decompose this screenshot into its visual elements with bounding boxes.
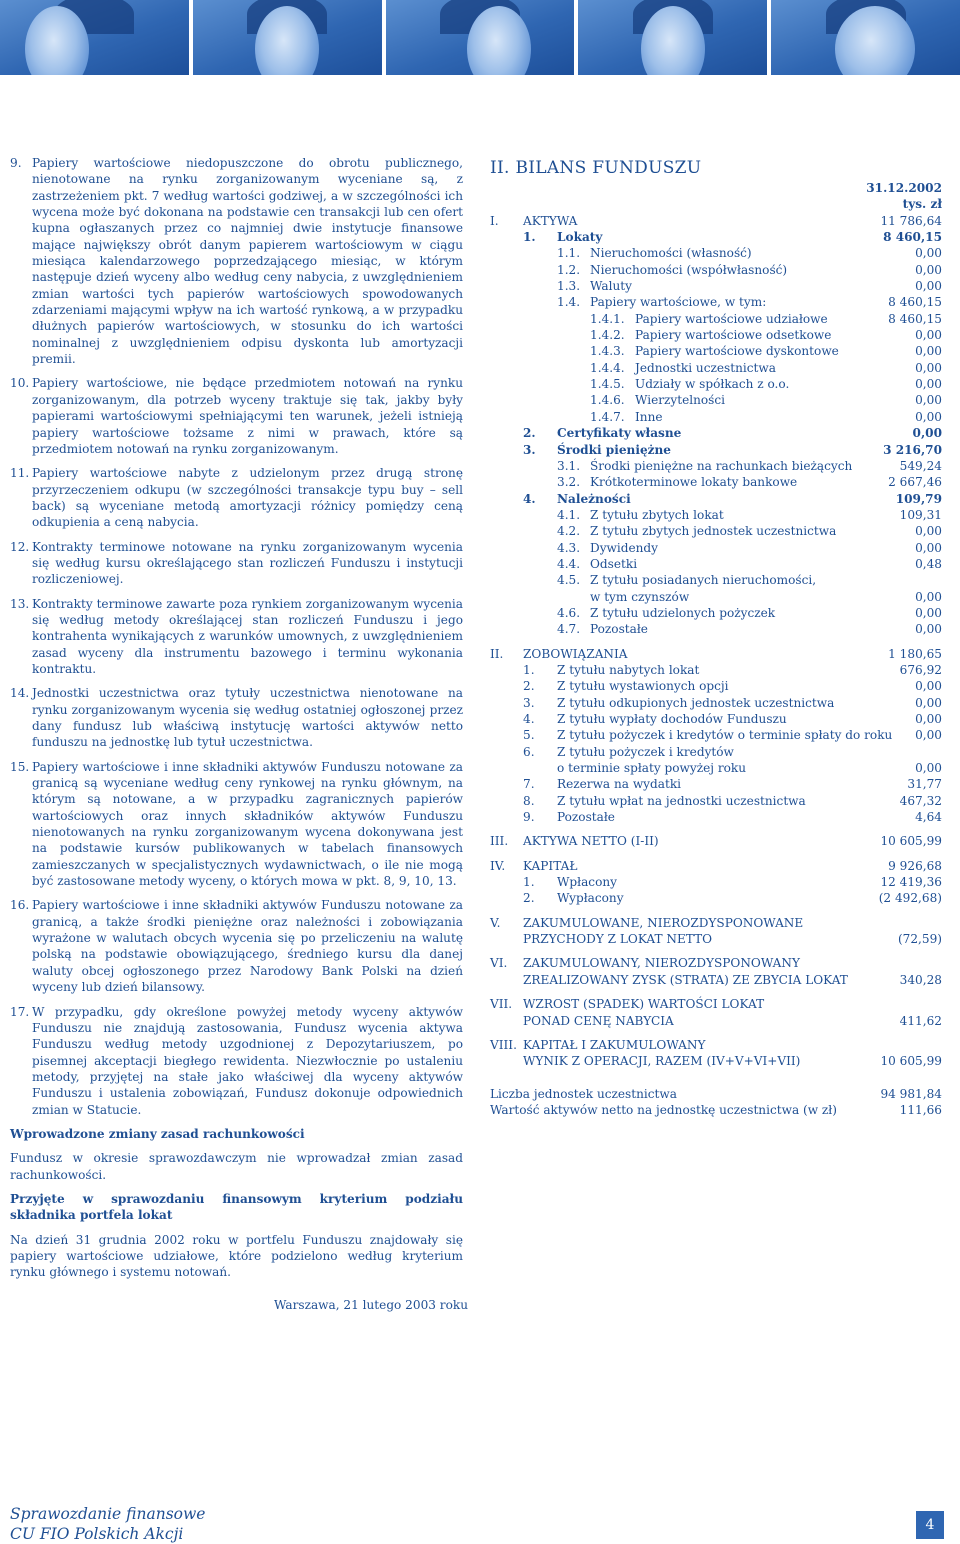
balance-row <box>490 278 942 294</box>
balance-row <box>490 572 942 588</box>
balance-row-value: 8 460,15 <box>888 295 942 310</box>
balance-row-value: 0,00 <box>915 728 942 743</box>
valuation-rule-text: Kontrakty terminowe zawarte poza rynkiem zorganizowanym wycenia się według metody określającej stan rozliczeń Funduszu i jego kontrahenta wynikających z warunków umownych, z uwzględnieniem zasad wyceny dla instrumentu bazowego i terminu wykonania kontraktu. <box>32 596 463 676</box>
balance-row <box>490 662 942 678</box>
valuation-rule-number: 11. <box>10 466 30 481</box>
balance-row-value: 0,00 <box>915 524 942 539</box>
balance-row-label: ZOBOWIĄZANIA <box>523 646 628 661</box>
balance-row-label: Wierzytelności <box>635 393 726 408</box>
balance-row <box>490 605 942 621</box>
balance-row-number: 1. <box>523 230 536 245</box>
balance-row-number: 4. <box>523 491 536 506</box>
balance-row-number: 6. <box>523 744 535 759</box>
balance-row-label: Z tytułu wystawionych opcji <box>557 679 729 694</box>
balance-row <box>490 1037 942 1053</box>
valuation-rules-list <box>10 155 463 1118</box>
valuation-rule-text: Papiery wartościowe i inne składniki aktywów Funduszu notowane za granicą, a także środki pieniężne oraz należności i zobowiązania wyrażone w walutach obcych wycenia się po przeliczeniu na walutę polską na podstawie obowiązującego, średniego kursu dla danej waluty obcej ogłoszonego przez Narodowy Bank Polski na dzień wyceny lub dzień bilansowy. <box>32 898 463 995</box>
balance-row-label: Papiery wartościowe udziałowe <box>635 311 828 326</box>
valuation-rule-item <box>10 375 463 457</box>
balance-row-value: 0,00 <box>915 344 942 359</box>
balance-spacer <box>490 988 942 996</box>
balance-rows <box>490 213 942 1119</box>
valuation-rule-item <box>10 539 463 588</box>
balance-spacer <box>490 825 942 833</box>
balance-row-number: 8. <box>523 793 535 808</box>
footer-report-title: Sprawozdanie finansowe <box>10 1505 206 1523</box>
balance-row-label: Środki pieniężne <box>557 442 671 457</box>
balance-row-label: Z tytułu udzielonych pożyczek <box>590 605 776 620</box>
balance-row-number: 4.6. <box>557 605 581 620</box>
balance-row-value: 0,00 <box>915 393 942 408</box>
balance-row <box>490 695 942 711</box>
balance-row-label: Pozostałe <box>557 810 615 825</box>
balance-row-number: 4.5. <box>557 573 581 588</box>
balance-row-value: 0,00 <box>915 622 942 637</box>
balance-row-label: Papiery wartościowe dyskontowe <box>635 344 839 359</box>
valuation-rule-item <box>10 155 463 367</box>
balance-unit: tys. zł <box>902 197 942 212</box>
balance-row-label: Z tytułu zbytych lokat <box>590 507 724 522</box>
valuation-rule-number: 12. <box>10 539 30 554</box>
balance-row-value: 0,00 <box>915 279 942 294</box>
portrait-photo-4 <box>578 0 767 75</box>
balance-row-value: 0,00 <box>915 761 942 776</box>
valuation-rule-number: 17. <box>10 1004 30 1019</box>
balance-row-value: 109,31 <box>899 507 942 522</box>
balance-row-number: V. <box>490 915 501 930</box>
balance-row <box>490 874 942 890</box>
balance-row-value: 10 605,99 <box>880 1054 942 1069</box>
balance-spacer <box>490 1029 942 1037</box>
balance-row-label: Z tytułu posiadanych nieruchomości, <box>590 573 817 588</box>
balance-row <box>490 507 942 523</box>
balance-row <box>490 678 942 694</box>
balance-row-label: Inne <box>635 409 663 424</box>
balance-row-number: 1.4.4. <box>590 360 625 375</box>
balance-spacer <box>490 850 942 858</box>
balance-row-value: 11 786,64 <box>880 213 942 228</box>
balance-row-label: Lokaty <box>557 230 603 245</box>
balance-row-label: AKTYWA NETTO (I-II) <box>523 834 659 849</box>
balance-row-value: 1 180,65 <box>888 646 942 661</box>
balance-row <box>490 833 942 849</box>
balance-row-label: ZREALIZOWANY ZYSK (STRATA) ZE ZBYCIA LOKAT <box>523 972 848 987</box>
balance-row-label: Z tytułu nabytych lokat <box>557 662 700 677</box>
balance-row-label: Wartość aktywów netto na jednostkę uczestnictwa (w zł) <box>490 1102 837 1117</box>
balance-row <box>490 858 942 874</box>
balance-row <box>490 1086 942 1102</box>
valuation-rule-item <box>10 596 463 678</box>
balance-spacer <box>490 638 942 646</box>
balance-row-label: Wypłacony <box>557 891 624 906</box>
portrait-photo-2 <box>193 0 382 75</box>
balance-row <box>490 392 942 408</box>
portrait-photo-1 <box>0 0 189 75</box>
header-photo-banner <box>0 0 960 75</box>
balance-row-label: Papiery wartościowe odsetkowe <box>635 328 832 343</box>
balance-row-label: Certyfikaty własne <box>557 426 682 441</box>
balance-row-label: WYNIK Z OPERACJI, RAZEM (IV+V+VI+VII) <box>523 1054 801 1069</box>
balance-sheet <box>490 180 942 1118</box>
balance-row-value: 94 981,84 <box>880 1086 942 1101</box>
balance-row-number: I. <box>490 213 499 228</box>
balance-row <box>490 931 942 947</box>
balance-row-value: 31,77 <box>907 777 942 792</box>
balance-row-number: 3.2. <box>557 475 581 490</box>
balance-row-number: VI. <box>490 956 508 971</box>
balance-row <box>490 646 942 662</box>
balance-row <box>490 343 942 359</box>
balance-row <box>490 311 942 327</box>
balance-row <box>490 1102 942 1118</box>
balance-row-number: 1.4.2. <box>590 328 625 343</box>
balance-row-label: Liczba jednostek uczestnictwa <box>490 1086 677 1101</box>
balance-row-number: 4. <box>523 712 535 726</box>
balance-row-number: 9. <box>523 810 535 825</box>
balance-unit-row <box>490 196 942 212</box>
portfolio-criteria-heading: Przyjęte w sprawozdaniu finansowym kryterium podziału składnika portfela lokat <box>10 1191 463 1223</box>
balance-row-label: Należności <box>557 491 631 506</box>
balance-date: 31.12.2002 <box>866 181 942 195</box>
balance-row <box>490 727 942 743</box>
balance-row-number: II. <box>490 646 504 661</box>
balance-row-label: Z tytułu wpłat na jednostki uczestnictwa <box>557 793 806 808</box>
balance-row-value: 8 460,15 <box>883 230 942 245</box>
balance-row-number: 2. <box>523 891 535 906</box>
balance-row <box>490 213 942 229</box>
balance-row-label: w tym czynszów <box>590 589 690 604</box>
balance-row <box>490 890 942 906</box>
balance-row <box>490 793 942 809</box>
valuation-rule-text: Papiery wartościowe i inne składniki aktywów Funduszu notowane za granicą są wyceniane według ceny rynkowej na rynku głównym, na którym są notowane, a w przypadku zagranicznych papierów wartościowych oraz innych składników aktywów Funduszu nienotowanych na rynku zorganizowanym wycena dokonywana jest na podstawie kursów publikowanych w tabelach finansowych zamieszczanych w specjalistycznych wydawnictwach, o ile nie mogą być zastosowane metody wyceny, o których mowa w pkt. 8, 9, 10, 13. <box>32 759 463 889</box>
balance-row-value: 2 667,46 <box>888 475 942 490</box>
page-number: 4 <box>916 1511 944 1539</box>
balance-row-value: 111,66 <box>899 1102 942 1117</box>
balance-row-value: 9 926,68 <box>888 858 942 873</box>
valuation-rule-item <box>10 1004 463 1118</box>
balance-row-value: 0,00 <box>915 605 942 620</box>
balance-row-value: (2 492,68) <box>878 891 942 906</box>
valuation-rule-text: Kontrakty terminowe notowane na rynku zorganizowanym wycenia się według kursu określającego stan rozliczeń Funduszu i instytucji rozliczeniowej. <box>32 539 463 587</box>
valuation-rule-number: 13. <box>10 596 30 611</box>
balance-row-number: 4.7. <box>557 622 581 637</box>
balance-row-value: 676,92 <box>899 662 942 677</box>
balance-row-number: 2. <box>523 679 535 694</box>
balance-row-label: KAPITAŁ <box>523 858 578 873</box>
valuation-rule-number: 14. <box>10 686 30 701</box>
valuation-rule-number: 16. <box>10 898 30 913</box>
balance-row-label: o terminie spłaty powyżej roku <box>557 761 747 776</box>
balance-row-number: 3. <box>523 695 535 710</box>
balance-row-number: 1.2. <box>557 262 581 277</box>
balance-row-label: Papiery wartościowe, w tym: <box>590 295 767 310</box>
balance-row-number: 3. <box>523 442 536 457</box>
valuation-rule-text: Papiery wartościowe, nie będące przedmiotem notowań na rynku zorganizowanym, dla potrzeb wyceny traktuje się tak, jakby były papierami wartościowymi spełniającymi ten warunek, jeżeli istnieją papiery wartościowe tożsame z nimi w prawach, które są przedmiotem notowań na rynku zorganizowanym. <box>32 376 463 456</box>
balance-row <box>490 760 942 776</box>
balance-row-label: Nieruchomości (własność) <box>590 246 752 261</box>
balance-row-label: PRZYCHODY Z LOKAT NETTO <box>523 932 713 947</box>
balance-row <box>490 621 942 637</box>
balance-row <box>490 776 942 792</box>
balance-row <box>490 474 942 490</box>
balance-row-value: 109,79 <box>895 491 942 506</box>
balance-row <box>490 809 942 825</box>
balance-row-label: Z tytułu pożyczek i kredytów <box>557 744 734 759</box>
balance-row-value: 0,00 <box>915 328 942 343</box>
balance-spacer <box>490 1070 942 1086</box>
balance-row <box>490 491 942 507</box>
balance-row <box>490 458 942 474</box>
balance-row-number: VII. <box>490 997 513 1012</box>
balance-row-number: 1. <box>523 662 535 677</box>
balance-row-value: 411,62 <box>899 1013 942 1028</box>
balance-row <box>490 262 942 278</box>
balance-row <box>490 360 942 376</box>
balance-row-number: 1.3. <box>557 279 581 294</box>
balance-row-value: 0,00 <box>915 246 942 261</box>
balance-row-value: 0,00 <box>915 679 942 694</box>
balance-row-number: 1.4.6. <box>590 393 625 408</box>
balance-row <box>490 955 942 971</box>
balance-row-number: VIII. <box>490 1037 517 1052</box>
balance-spacer <box>490 947 942 955</box>
balance-row-number: 5. <box>523 728 535 743</box>
balance-row-value: 4,64 <box>915 810 942 825</box>
balance-row-value: 467,32 <box>899 793 942 808</box>
balance-row <box>490 556 942 572</box>
balance-row-value: 0,00 <box>915 589 942 604</box>
balance-row-value: 0,00 <box>912 426 942 441</box>
balance-row-number: 4.4. <box>557 556 581 571</box>
balance-row-value: (72,59) <box>897 932 942 947</box>
balance-row-number: 1.4.3. <box>590 344 625 359</box>
valuation-rule-item <box>10 685 463 750</box>
balance-row <box>490 523 942 539</box>
balance-row-label: Pozostałe <box>590 622 648 637</box>
balance-row-value: 340,28 <box>899 972 942 987</box>
balance-row-label: Środki pieniężne na rachunkach bieżących <box>590 458 853 473</box>
balance-row-number: 1. <box>523 875 535 890</box>
balance-row <box>490 972 942 988</box>
portrait-photo-3 <box>386 0 575 75</box>
balance-row-label: PONAD CENĘ NABYCIA <box>523 1013 674 1028</box>
balance-row-value: 8 460,15 <box>888 311 942 326</box>
balance-row-number: 1.4.7. <box>590 409 625 424</box>
balance-row-label: Krótkoterminowe lokaty bankowe <box>590 475 798 490</box>
balance-row-number: 1.1. <box>557 246 581 261</box>
signature-place-date: Warszawa, 21 lutego 2003 roku <box>274 1298 468 1312</box>
balance-row <box>490 425 942 441</box>
balance-row-label: Dywidendy <box>590 540 659 555</box>
balance-date-row <box>490 180 942 196</box>
balance-row-label: Rezerwa na wydatki <box>557 777 682 792</box>
balance-title: II. BILANS FUNDUSZU <box>490 158 702 178</box>
balance-row-value: 0,48 <box>915 556 942 571</box>
balance-row <box>490 1013 942 1029</box>
balance-row-number: 1.4.5. <box>590 377 625 392</box>
balance-row-value: 10 605,99 <box>880 834 942 849</box>
balance-row <box>490 589 942 605</box>
valuation-rule-item <box>10 759 463 890</box>
footer-fund-name: CU FIO Polskich Akcji <box>10 1525 184 1543</box>
balance-row-label: ZAKUMULOWANE, NIEROZDYSPONOWANE <box>523 915 804 930</box>
balance-row-label: KAPITAŁ I ZAKUMULOWANY <box>523 1037 706 1052</box>
balance-row <box>490 327 942 343</box>
balance-row-label: ZAKUMULOWANY, NIEROZDYSPONOWANY <box>523 956 800 971</box>
balance-row-number: 4.3. <box>557 540 581 555</box>
balance-row-label: Odsetki <box>590 556 638 571</box>
valuation-rule-number: 9. <box>10 156 22 170</box>
valuation-rule-number: 15. <box>10 759 30 774</box>
balance-row-label: Z tytułu odkupionych jednostek uczestnictwa <box>557 695 835 710</box>
balance-row-value: 3 216,70 <box>883 442 942 457</box>
balance-row-number: 1.4.1. <box>590 311 625 326</box>
balance-row <box>490 1053 942 1069</box>
balance-row <box>490 294 942 310</box>
accounting-changes-text: Fundusz w okresie sprawozdawczym nie wprowadzał zmian zasad rachunkowości. <box>10 1151 463 1182</box>
balance-row-value: 0,00 <box>915 262 942 277</box>
balance-row <box>490 245 942 261</box>
balance-row-value: 549,24 <box>899 458 942 473</box>
balance-row <box>490 915 942 931</box>
valuation-rule-item <box>10 465 463 530</box>
balance-row-label: Wpłacony <box>557 875 617 890</box>
balance-row-number: 3.1. <box>557 458 581 473</box>
balance-row-value: 12 419,36 <box>880 875 942 890</box>
balance-row-label: Waluty <box>590 279 632 294</box>
balance-row <box>490 744 942 760</box>
balance-row-value: 0,00 <box>915 540 942 555</box>
balance-row-value: 0,00 <box>915 377 942 392</box>
accounting-changes-heading: Wprowadzone zmiany zasad rachunkowości <box>10 1126 305 1141</box>
valuation-rule-text: Papiery wartościowe nabyte z udzielonym przez drugą stronę przyrzeczeniem odkupu (w szczególności transakcje typu buy – sell back) są wyceniane metodą amortyzacji różnicy pomiędzy ceną odkupienia a ceną nabycia. <box>32 466 463 530</box>
balance-row-number: 4.2. <box>557 524 581 539</box>
balance-row <box>490 711 942 727</box>
portrait-photo-5 <box>771 0 960 75</box>
balance-row-value: 0,00 <box>915 712 942 726</box>
balance-row-value: 0,00 <box>915 695 942 710</box>
valuation-rule-text: Papiery wartościowe niedopuszczone do obrotu publicznego, nienotowane na rynku zorganizowanym wyceniane są, z zastrzeżeniem pkt. 7 według wartości godziwej, a w szczególności ich wycena może być dokonana na podstawie cen transakcji lub cen ofert kupna ogłaszanych przez co najmniej dwie instytucje finansowe mające największy obrót danym papierem wartościowym w ciągu miesiąca kalendarzowego poprzedzającego miesiąc, w którym następuje dzień wyceny albo według ceny nabycia, z uwzględnieniem zmian wartości tych papierów wartościowych spowodowanych zdarzeniami mającymi wpływ na ich wartość rynkową, a w przypadku dłużnych papierów wartościowych, w stosunku do ich wartości nominalnej z uwzględnieniem odpisu dyskonta lub amortyzacji premii. <box>32 156 463 367</box>
valuation-rule-number: 10. <box>10 376 30 391</box>
balance-row-number: 7. <box>523 777 535 792</box>
balance-row-label: Jednostki uczestnictwa <box>635 360 776 375</box>
balance-row-number: 1.4. <box>557 295 581 310</box>
portfolio-criteria-text: Na dzień 31 grudnia 2002 roku w portfelu Funduszu znajdowały się papiery wartościowe udziałowe, które podzielono według kryterium rynku głównego i systemu notowań. <box>10 1232 463 1280</box>
balance-row-label: Z tytułu zbytych jednostek uczestnictwa <box>590 524 837 539</box>
balance-row-number: III. <box>490 834 509 849</box>
balance-spacer <box>490 907 942 915</box>
balance-row-label: WZROST (SPADEK) WARTOŚCI LOKAT <box>523 997 765 1012</box>
valuation-rule-text: Jednostki uczestnictwa oraz tytuły uczestnictwa nienotowane na rynku zorganizowanym wycenia się według ostatniej ogłoszonej przez dany fundusz lub właściwą instytucję wartości aktywów netto funduszu na jednostkę lub tytuł uczestnictwa. <box>32 686 463 750</box>
balance-row-number: 2. <box>523 426 536 441</box>
balance-row-label: Udziały w spółkach z o.o. <box>635 377 790 392</box>
balance-row <box>490 540 942 556</box>
balance-row-number: IV. <box>490 858 506 873</box>
valuation-rules-column <box>10 155 463 1289</box>
balance-row-label: Nieruchomości (współwłasność) <box>590 262 788 277</box>
balance-row <box>490 229 942 245</box>
valuation-rule-item <box>10 897 463 995</box>
balance-row-label: AKTYWA <box>523 213 578 228</box>
balance-row-label: Z tytułu pożyczek i kredytów o terminie spłaty do roku <box>557 728 893 743</box>
balance-row-value: 0,00 <box>915 409 942 424</box>
balance-row <box>490 376 942 392</box>
valuation-rule-text: W przypadku, gdy określone powyżej metody wyceny aktywów Funduszu nie znajdują zastosowania, Fundusz wycenia aktywa Funduszu według metody uzgodnionej z Depozytariuszem, po pisemnej akceptacji biegłego rewidenta. Niezwłocznie po ustaleniu metody, przyjętej na stałe jako właściwej dla wyceny aktywów Funduszu i ustalenia zobowiązań, Fundusz dokonuje odpowiednich zmian w Statucie. <box>32 1004 463 1117</box>
balance-row-number: 4.1. <box>557 507 581 522</box>
balance-row-value: 0,00 <box>915 360 942 375</box>
balance-row <box>490 996 942 1012</box>
balance-row <box>490 409 942 425</box>
balance-row-label: Z tytułu wypłaty dochodów Funduszu <box>557 712 787 726</box>
balance-row <box>490 442 942 458</box>
